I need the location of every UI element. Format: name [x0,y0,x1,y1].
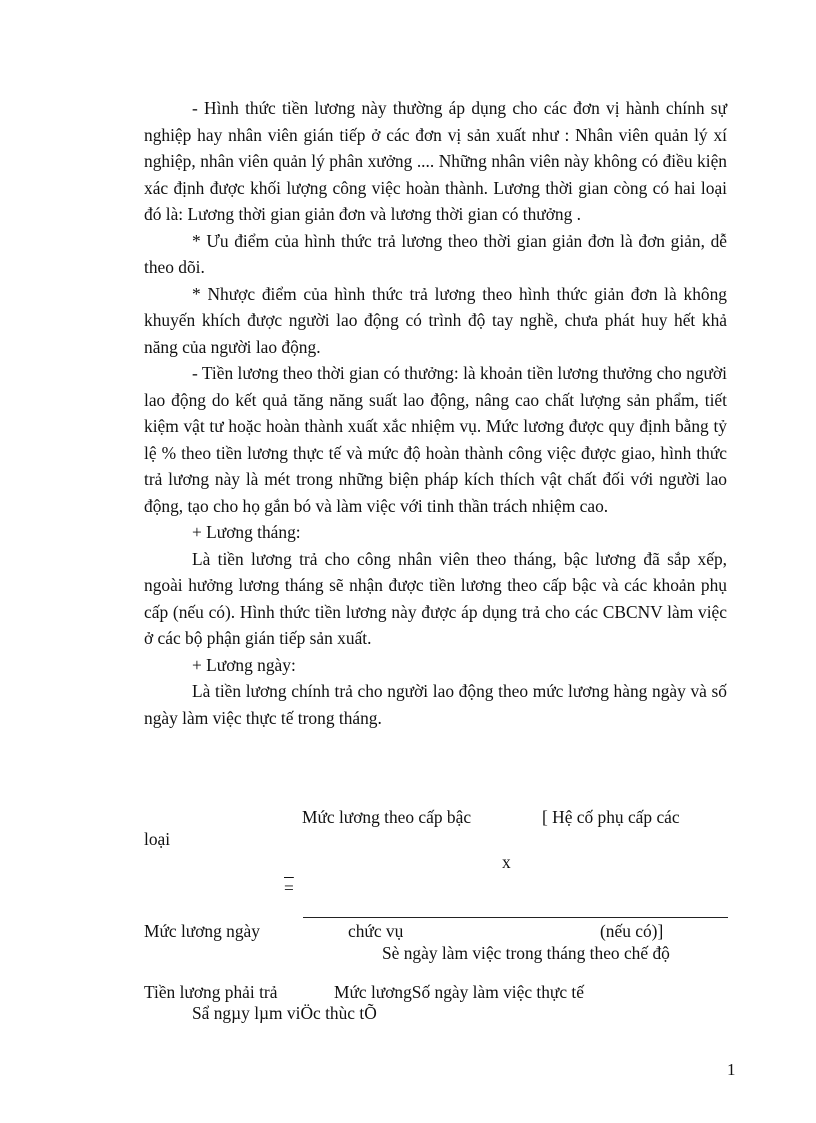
fraction-bar [303,917,728,918]
formula-if-any: (nếu có)] [600,921,664,941]
paragraph: Là tiền lương trả cho công nhân viên theo tháng, bậc lương đã sắp xếp, ngoài hưởng lương tháng sẽ nhận được tiền lương theo cấp bậc và các khoản phụ cấp (nếu có). Hình thức tiền lương này được áp dụng trả cho các CBCNV làm việc ở các bộ phận gián tiếp sản xuất. [144,548,727,648]
formula-days-by-regime: Sè ngày làm việc trong tháng theo chế độ [382,943,670,963]
formula-times-sign: x [502,852,511,872]
page-number: 1 [727,1060,736,1079]
formula-position: chức vụ [348,921,404,941]
paragraph: - Hình thức tiền lương này thường áp dụng cho các đơn vị hành chính sự nghiệp hay nhân viên gián tiếp ở các đơn vị sản xuất như : Nhân viên quản lý xí nghiệp, nhân viên quản lý phân xưởng .... Những nhân viên này không có điều kiện xác định được khối lượng công việc hoàn thành. Lương thời gian còng có hai loại đó là: Lương thời gian giản đơn và lương thời gian có thưởng . [144,98,727,224]
paragraph: * Nhược điểm của hình thức trả lương theo hình thức giản đơn là không khuyến khích được người lao động có trình độ tay nghề, chưa phát huy hết khả năng của người lao động. [144,283,727,357]
formula-allowance-coef-cont: loại [144,829,171,849]
formula-equals-sign: = [284,878,294,898]
body-text [144,95,727,731]
paragraph: - Tiền lương theo thời gian có thưởng: là khoản tiền lương thưởng cho người lao động do kết quả tăng năng suất lao động, nâng cao chất lượng sản phẩm, tiết kiệm vật tư hoặc hoàn thành xuất xắc nhiệm vụ. Mức lương được quy định bằng tỷ lệ % theo tiền lương thực tế và mức độ hoàn thành công việc được giao, hình thức trả lương này là mét trong những biện pháp kích thích vật chất đối với người lao động, tạo cho họ gắn bó và làm việc với tinh thần trách nhiệm cao. [144,363,727,516]
formula-payable: Tiền lương phải trả [144,982,278,1002]
formula-daily-wage: Mức lương ngày [144,921,260,941]
paragraph: * Ưu điểm của hình thức trả lương theo thời gian giản đơn là đơn giản, dễ theo dõi. [144,230,727,277]
formula-rate-by-grade: Mức lương theo cấp bậc [302,807,472,827]
paragraph: + Lương ngày: [192,654,296,675]
paragraph: + Lương tháng: [192,522,301,542]
formula-allowance-coef: [ Hệ cố phụ cấp các [542,807,680,827]
paragraph: Là tiền lương chính trả cho người lao động theo mức lương hàng ngày và số ngày làm việc thực tế trong tháng. [144,681,727,728]
formula-rate-days: Mức lươngSố ngày làm việc thực tế [334,982,584,1002]
formula-garbled-days: Sẩ ngµy lµm viÖc thùc tÕ [192,1003,377,1023]
